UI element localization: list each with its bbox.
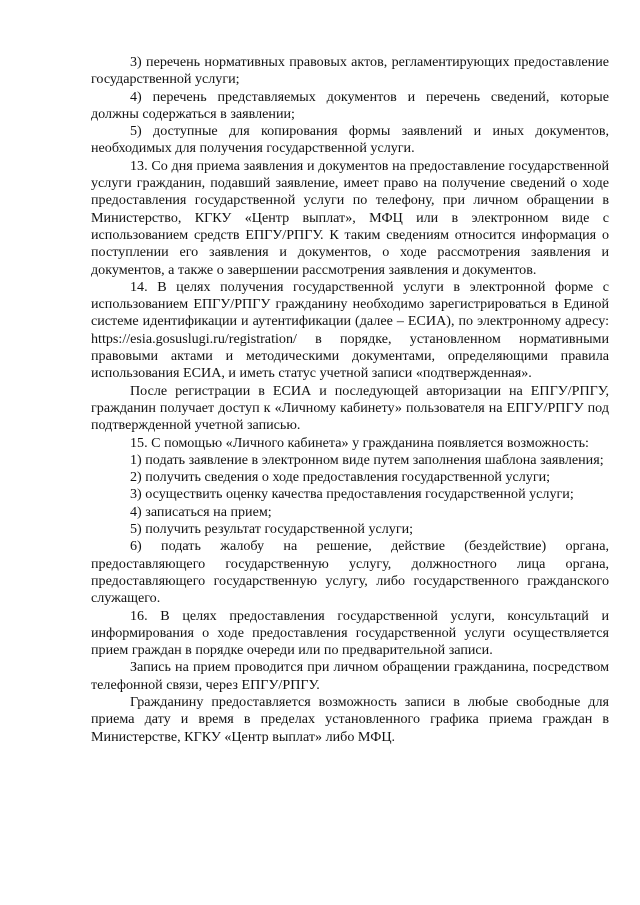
document-page xyxy=(91,54,609,746)
clause-15: 15. С помощью «Личного кабинета» у гражданина появляется возможность: xyxy=(130,434,589,451)
clause-15-item-1: 1) подать заявление в электронном виде путем заполнения шаблона заявления; xyxy=(130,451,604,468)
clause-15-item-3: 3) осуществить оценку качества предоставления государственной услуги; xyxy=(130,486,574,503)
clause-14-continuation: После регистрации в ЕСИА и последующей авторизации на ЕПГУ/РПГУ, гражданин получает доступ к «Личному кабинету» пользователя на ЕПГУ/РПГУ под подтвержденной учетной записью. xyxy=(91,382,609,434)
list-item-5-forms: 5) доступные для копирования формы заявлений и иных документов, необходимых для получения государственной услуги. xyxy=(91,123,609,157)
clause-13: 13. Со дня приема заявления и документов на предоставление государственной услуги гражданин, подавший заявление, имеет право на получение сведений о ходе предоставления государственной услуги по телефону, при личном обращении в Министерство, КГКУ «Центр выплат», МФЦ или в электронном виде с использованием средств ЕПГУ/РПГУ. К таким сведениям относится информация о поступлении его заявления и документов, о ходе рассмотрения заявления и документов, а также о завершении рассмотрения заявления и документов. xyxy=(91,157,609,278)
clause-15-item-5: 5) получить результат государственной услуги; xyxy=(130,521,414,538)
clause-15-item-6: 6) подать жалобу на решение, действие (бездействие) органа, предоставляющего государственную услугу, должностного лица органа, предоставляющего государственную услугу, либо государственного гражданского служащего. xyxy=(91,538,609,607)
clause-15-item-2: 2) получить сведения о ходе предоставления государственной услуги; xyxy=(130,469,551,486)
clause-16-appointment: Запись на прием проводится при личном обращении гражданина, посредством телефонной связи, через ЕПГУ/РПГУ. xyxy=(91,659,609,693)
clause-16: 16. В целях предоставления государственной услуги, консультаций и информирования о ходе предоставления государственной услуги осуществляется прием граждан в порядке очереди или по предварительной записи. xyxy=(91,607,609,659)
clause-15-item-4: 4) записаться на прием; xyxy=(130,503,272,520)
list-item-4-documents: 4) перечень представляемых документов и перечень сведений, которые должны содержаться в заявлении; xyxy=(91,88,609,122)
list-item-3-regulatory-acts: 3) перечень нормативных правовых актов, регламентирующих предоставление государственной услуги; xyxy=(91,54,609,88)
clause-16-schedule: Гражданину предоставляется возможность записи в любые свободные для приема дату и время в пределах установленного графика приема граждан в Министерстве, КГКУ «Центр выплат» либо МФЦ. xyxy=(91,693,609,745)
clause-14: 14. В целях получения государственной услуги в электронной форме с использованием ЕПГУ/РПГУ гражданину необходимо зарегистрироваться в Единой системе идентификации и аутентификации (далее – ЕСИА), по электронному адресу: https://esia.gosuslugi.ru/registration/ в порядке, установленном нормативными правовыми актами и методическими документами, определяющими правила использования ЕСИА, и иметь статус учетной записи «подтвержденная». xyxy=(91,278,609,382)
